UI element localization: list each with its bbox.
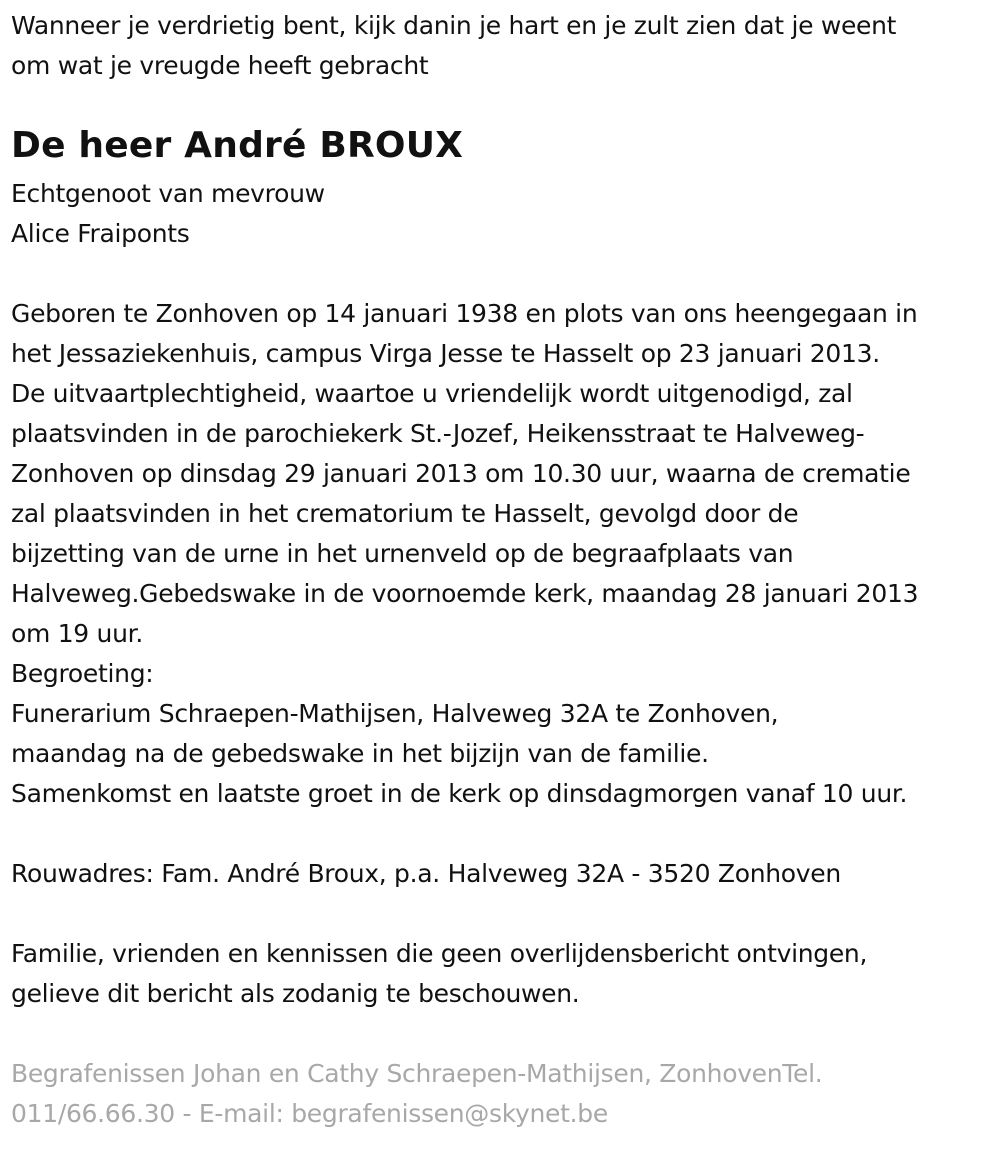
quote-block: [11, 6, 991, 86]
spacer: [11, 1014, 991, 1054]
announcement-line: Halveweg.Gebedswake in de voornoemde kerk, maandag 28 januari 2013: [11, 579, 919, 608]
announcement-line: plaatsvinden in de parochiekerk St.-Jozef, Heikensstraat te Halveweg-: [11, 419, 865, 448]
spacer: [11, 894, 991, 934]
notice-block: [11, 934, 991, 1014]
announcement-line: Funerarium Schraepen-Mathijsen, Halveweg 32A te Zonhoven,: [11, 699, 779, 728]
spouse-block: [11, 174, 991, 254]
announcement-block: [11, 294, 991, 814]
announcement-line: Zonhoven op dinsdag 29 januari 2013 om 10.30 uur, waarna de crematie: [11, 459, 911, 488]
funeral-home-footer: [11, 1054, 991, 1134]
quote-line: om wat je vreugde heeft gebracht: [11, 51, 429, 80]
mourning-address: Rouwadres: Fam. André Broux, p.a. Halveweg 32A - 3520 Zonhoven: [11, 859, 841, 888]
announcement-line: zal plaatsvinden in het crematorium te Hasselt, gevolgd door de: [11, 499, 799, 528]
spacer: [11, 254, 991, 294]
spacer: [11, 814, 991, 854]
announcement-line: bijzetting van de urne in het urnenveld op de begraafplaats van: [11, 539, 794, 568]
announcement-line: Begroeting:: [11, 659, 154, 688]
footer-contact-line: 011/66.66.30 - E-mail: begrafenissen@skynet.be: [11, 1099, 608, 1128]
notice-line: Familie, vrienden en kennissen die geen overlijdensbericht ontvingen,: [11, 939, 868, 968]
deceased-name: De heer André BROUX: [11, 125, 464, 166]
spouse-line: Alice Fraiponts: [11, 219, 190, 248]
footer-line: Begrafenissen Johan en Cathy Schraepen-Mathijsen, ZonhovenTel.: [11, 1059, 823, 1088]
notice-line: gelieve dit bericht als zodanig te beschouwen.: [11, 979, 580, 1008]
announcement-line: Geboren te Zonhoven op 14 januari 1938 en plots van ons heengegaan in: [11, 299, 918, 328]
announcement-line: om 19 uur.: [11, 619, 143, 648]
obituary-page: [11, 6, 991, 1134]
quote-line: Wanneer je verdrietig bent, kijk danin je hart en je zult zien dat je weent: [11, 11, 897, 40]
announcement-line: het Jessaziekenhuis, campus Virga Jesse te Hasselt op 23 januari 2013.: [11, 339, 880, 368]
spouse-line: Echtgenoot van mevrouw: [11, 179, 325, 208]
announcement-line: maandag na de gebedswake in het bijzijn van de familie.: [11, 739, 709, 768]
announcement-line: De uitvaartplechtigheid, waartoe u vriendelijk wordt uitgenodigd, zal: [11, 379, 853, 408]
announcement-line: Samenkomst en laatste groet in de kerk op dinsdagmorgen vanaf 10 uur.: [11, 779, 908, 808]
